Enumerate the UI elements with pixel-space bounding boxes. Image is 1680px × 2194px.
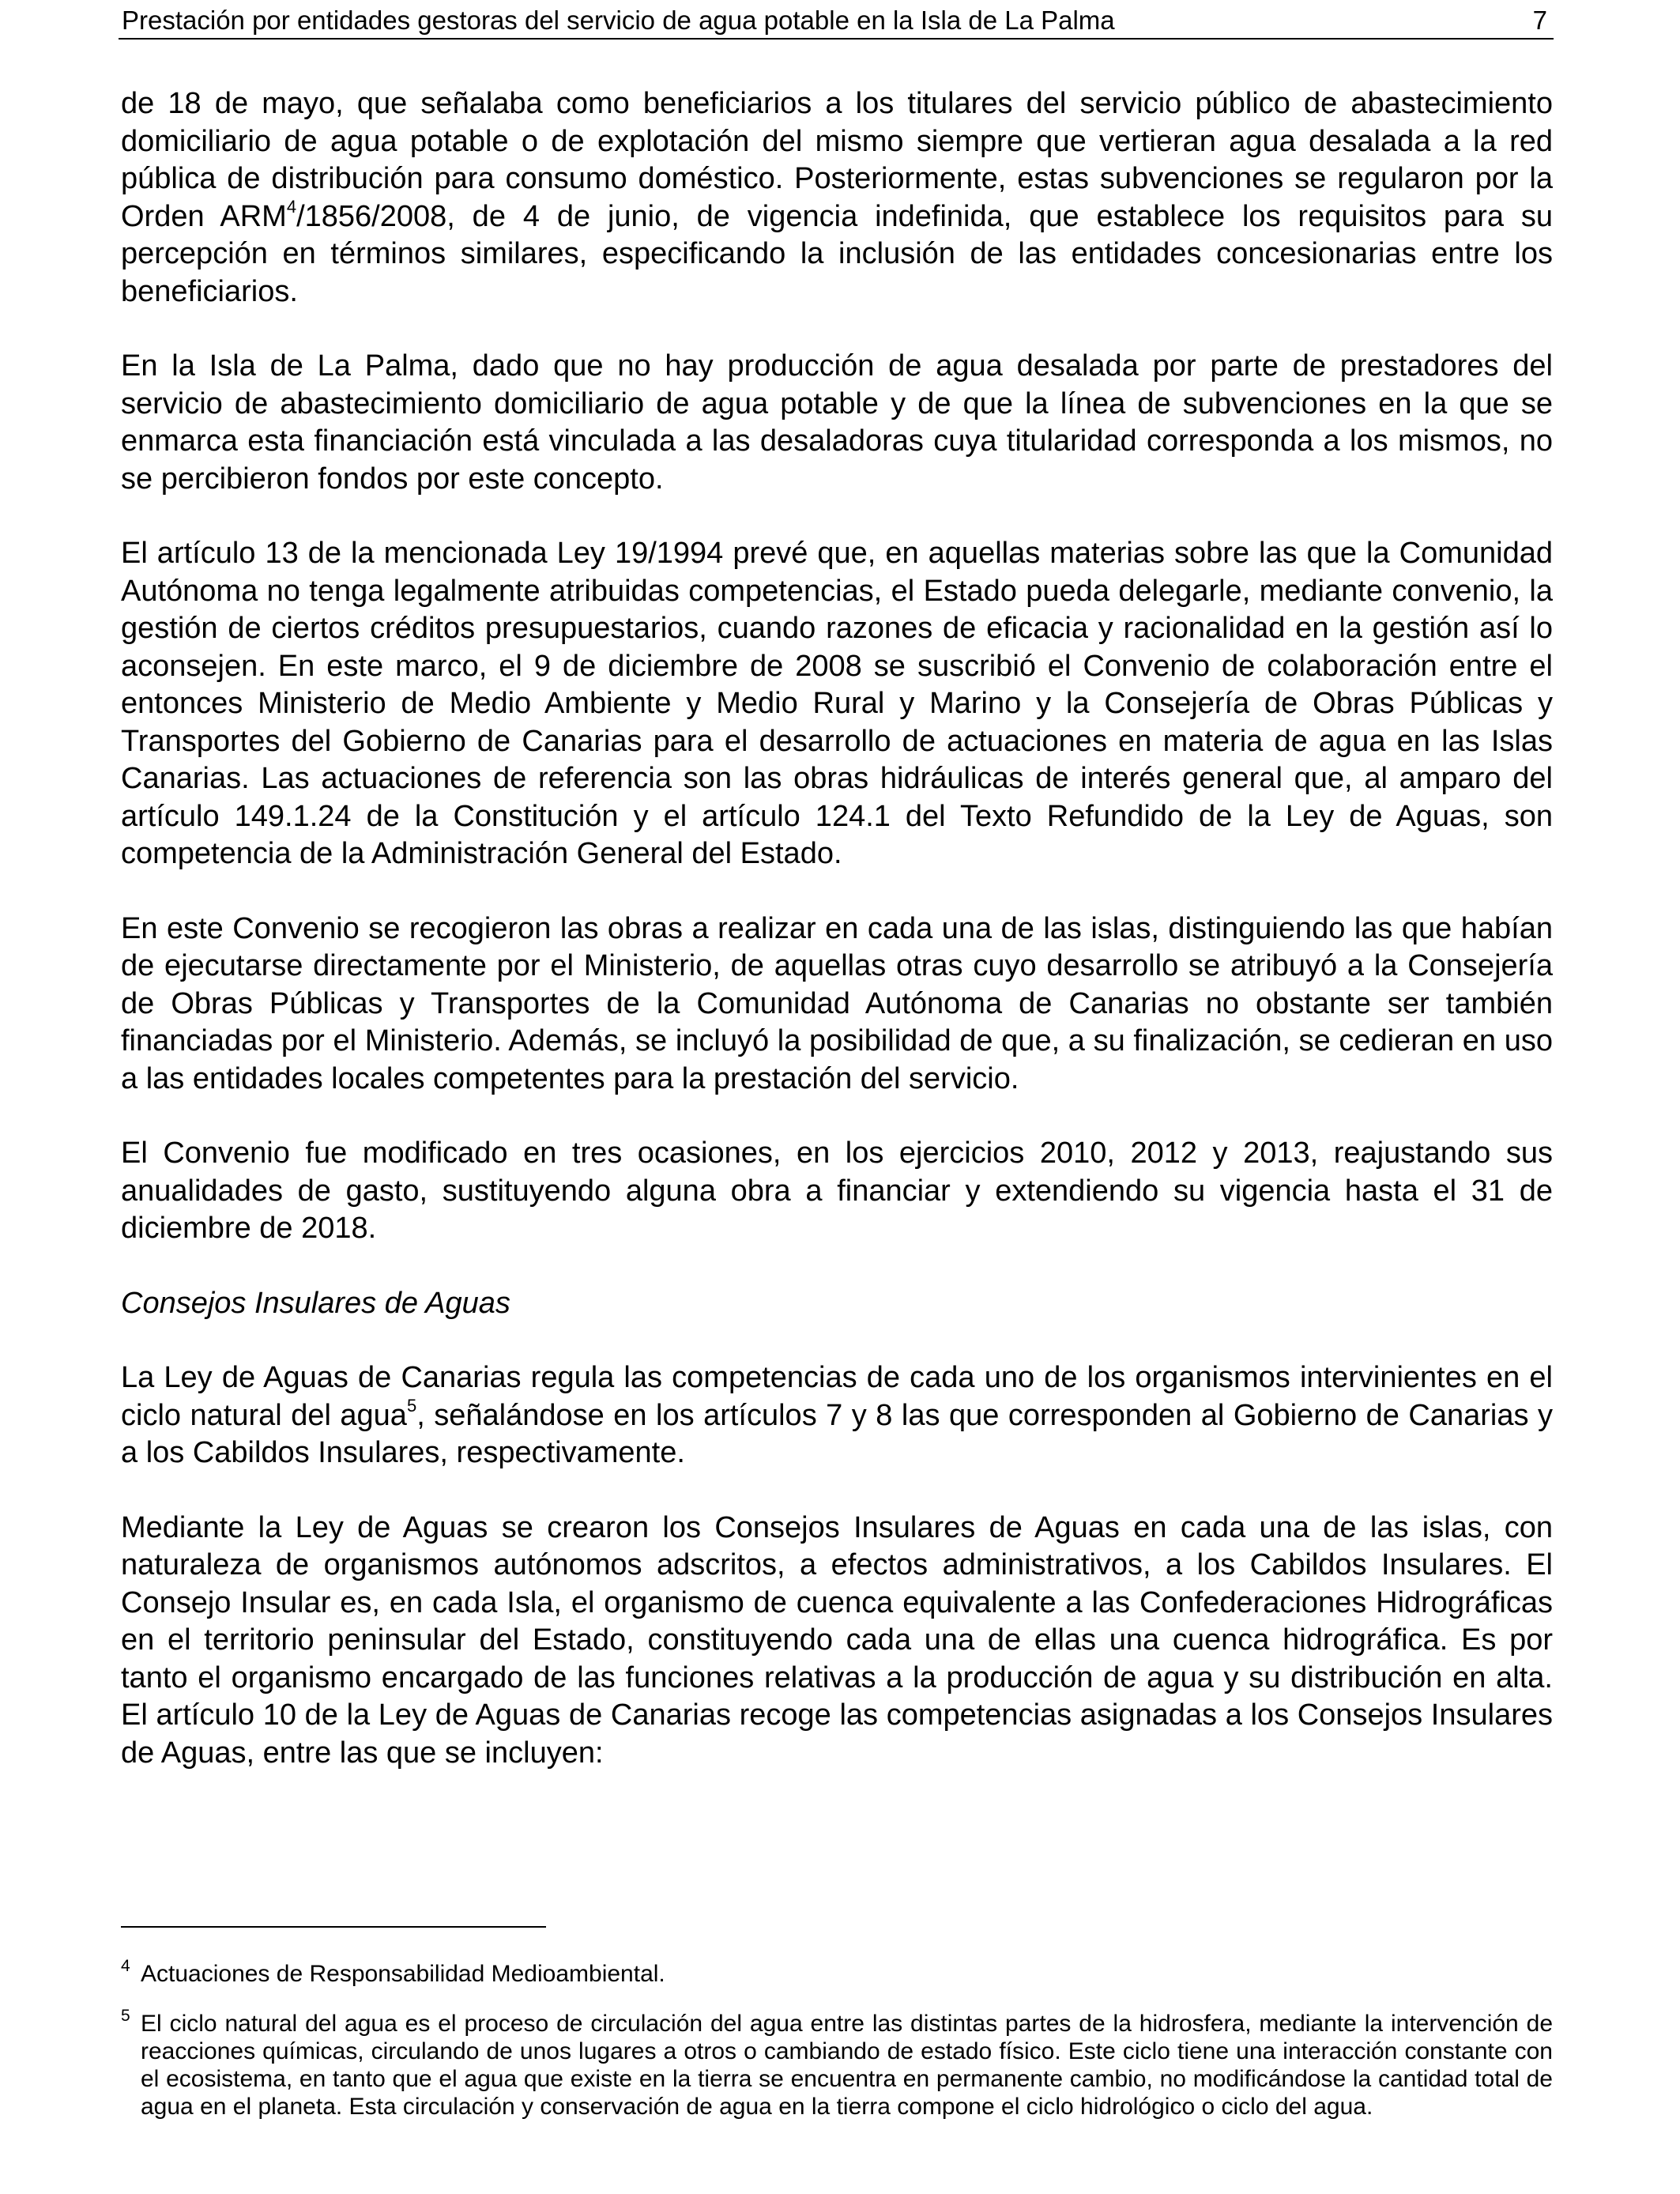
- document-body: [121, 85, 1553, 1772]
- footnote-separator: [121, 1926, 546, 1928]
- paragraph-3: El artículo 13 de la mencionada Ley 19/1994 prevé que, en aquellas materias sobre las que la Comunidad Autónoma no tenga legalmente atribuidas competencias, el Estado pueda delegarle, mediante convenio, la gestión de ciertos créditos presupuestarios, cuando razones de eficacia y racionalidad en la gestión así lo aconsejen. En este marco, el 9 de diciembre de 2008 se suscribió el Convenio de colaboración entre el entonces Ministerio de Medio Ambiente y Medio Rural y Marino y la Consejería de Obras Públicas y Transportes del Gobierno de Canarias para el desarrollo de actuaciones en materia de agua en las Islas Canarias. Las actuaciones de referencia son las obras hidráulicas de interés general que, al amparo del artículo 149.1.24 de la Constitución y el artículo 124.1 del Texto Refundido de la Ley de Aguas, son competencia de la Administración General del Estado.: [121, 537, 1553, 870]
- paragraph-1-text-b: /1856/2008, de 4 de junio, de vigencia indefinida, que establece los requisitos para su percepción en términos similares, especificando la inclusión de las entidades concesionarias entre los beneficiarios.: [121, 199, 1553, 308]
- paragraph-7: Mediante la Ley de Aguas se crearon los Consejos Insulares de Aguas en cada una de las islas, con naturaleza de organismos autónomos adscritos, a efectos administrativos, a los Cabildos Insulares. El Consejo Insular es, en cada Isla, el organismo de cuenca equivalente a las Confederaciones Hidrográficas en el territorio peninsular del Estado, constituyendo cada una de ellas una cuenca hidrográfica. Es por tanto el organismo encargado de las funciones relativas a la producción de agua y su distribución en alta. El artículo 10 de la Ley de Aguas de Canarias recoge las competencias asignadas a los Consejos Insulares de Aguas, entre las que se incluyen:: [121, 1510, 1553, 1770]
- paragraph-1: [121, 85, 1553, 311]
- paragraph-6-text-a: La Ley de Aguas de Canarias regula las competencias de cada uno de los organismos intervinientes en el ciclo natural del agua: [121, 1361, 1553, 1432]
- footnote-mark: 4: [121, 1957, 130, 1975]
- footnote-ref-4[interactable]: 4: [286, 196, 297, 217]
- paragraph-6: [121, 1359, 1553, 1472]
- paragraph-4: En este Convenio se recogieron las obras a realizar en cada una de las islas, distinguiendo las que habían de ejecutarse directamente por el Ministerio, de aquellas otras cuyo desarrollo se atribuyó a la Consejería de Obras Públicas y Transportes de la Comunidad Autónoma de Canarias no obstante ser también financiadas por el Ministerio. Además, se incluyó la posibilidad de que, a su finalización, se cedieran en uso a las entidades locales competentes para la prestación del servicio.: [121, 911, 1553, 1095]
- section-heading: Consejos Insulares de Aguas: [121, 1286, 510, 1320]
- page-header: [119, 3, 1554, 40]
- paragraph-1-text-a: de 18 de mayo, que señalaba como beneficiarios a los titulares del servicio público de abastecimiento domiciliario de agua potable o de explotación del mismo siempre que vertieran agua desalada a la red pública de distribución para consumo doméstico. Posteriormente, estas subvenciones se regularon por la Orden ARM: [121, 87, 1553, 233]
- footnote-5: [121, 2007, 1553, 2120]
- running-title: Prestación por entidades gestoras del servicio de agua potable en la Isla de La Palma: [122, 6, 1115, 35]
- footnote-ref-5[interactable]: 5: [406, 1395, 417, 1416]
- paragraph-2: En la Isla de La Palma, dado que no hay producción de agua desalada por parte de prestadores del servicio de abastecimiento domiciliario de agua potable y de que la línea de subvenciones en la que se enmarca esta financiación está vinculada a las desaladoras cuya titularidad corresponda a los mismos, no se percibieron fondos por este concepto.: [121, 349, 1553, 496]
- footnote-4: [121, 1957, 1553, 1988]
- footnote-text: El ciclo natural del agua es el proceso de circulación del agua entre las distintas partes de la hidrosfera, mediante la intervención de reacciones químicas, circulando de unos lugares a otros o cambiando de estado físico. Este ciclo tiene una interacción constante con el ecosistema, en tanto que el agua que existe en la tierra se encuentra en permanente cambio, no modificándose la cantidad total de agua en el planeta. Esta circulación y conservación de agua en la tierra compone el ciclo hidrológico o ciclo del agua.: [141, 2011, 1553, 2120]
- paragraph-6-text-b: , señalándose en los artículos 7 y 8 las que corresponden al Gobierno de Canarias y a los Cabildos Insulares, respectivamente.: [121, 1398, 1553, 1469]
- paragraph-5: El Convenio fue modificado en tres ocasiones, en los ejercicios 2010, 2012 y 2013, reajustando sus anualidades de gasto, sustituyendo alguna obra a financiar y extendiendo su vigencia hasta el 31 de diciembre de 2018.: [121, 1137, 1553, 1245]
- footnotes: [121, 1957, 1553, 2143]
- page-number: 7: [1532, 6, 1547, 35]
- footnote-mark: 5: [121, 2007, 130, 2025]
- footnote-text: Actuaciones de Responsabilidad Medioambiental.: [141, 1961, 665, 1987]
